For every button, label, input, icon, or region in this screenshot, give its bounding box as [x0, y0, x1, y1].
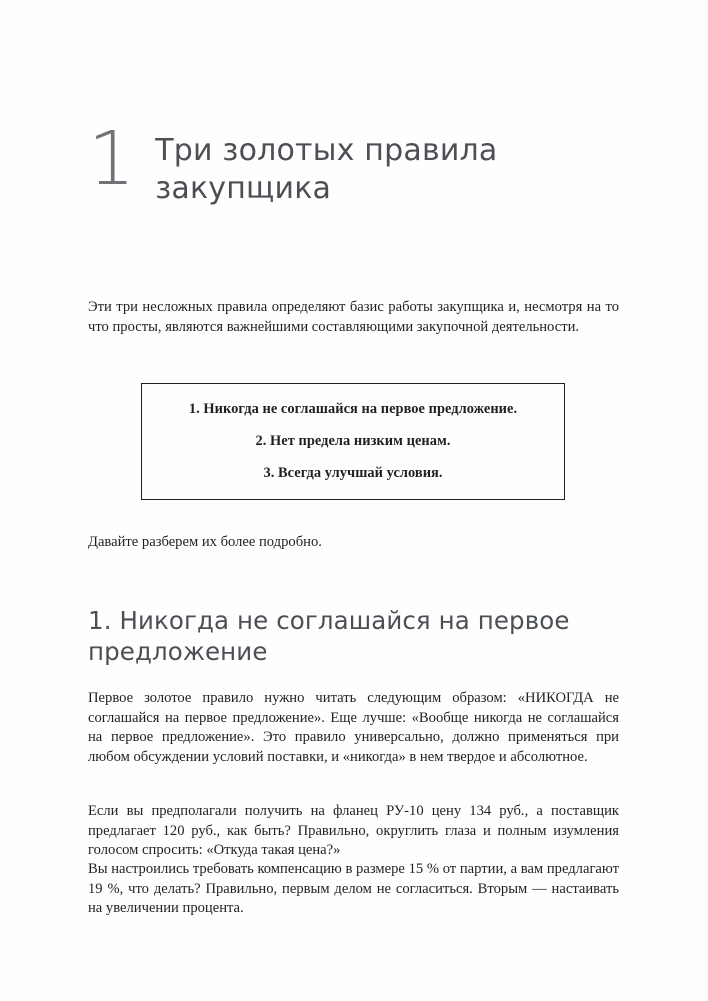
after-box-paragraph: Давайте разберем их более подробно.	[88, 534, 322, 550]
chapter-number: 1	[88, 116, 136, 202]
rule-item-1: 1. Никогда не соглашайся на первое предложение.	[188, 400, 518, 417]
body-paragraph-block-1	[88, 689, 619, 767]
rules-callout-box	[141, 383, 565, 500]
body-paragraph-3: Вы настроились требовать компенсацию в размере 15 % от партии, а вам предлагают 19 %, что делать? Правильно, первым делом не согласиться. Вторым — настаивать на увеличении процента.	[88, 861, 619, 917]
body-paragraph-2: Если вы предполагали получить на фланец РУ-10 цену 134 руб., а поставщик предлагает 120 руб., как быть? Правильно, округлить глаза и полным изумления голосом спросить: «Откуда такая цена?»	[88, 803, 619, 859]
body-paragraph-1: Первое золотое правило нужно читать следующим образом: «НИКОГДА не соглашайся на первое предложение». Еще лучше: «Вообще никогда не соглашайся на первое предложение». Это правило универсально, должно применяться при любом обсуждении условий поставки, и «никогда» в нем твердое и абсолютное.	[88, 690, 619, 765]
intro-paragraph-block	[88, 298, 619, 337]
chapter-heading	[88, 116, 588, 208]
intro-paragraph: Эти три несложных правила определяют базис работы закупщика и, несмотря на то что просты, являются важнейшими составляющими закупочной деятельности.	[88, 299, 619, 335]
body-paragraph-block-2	[88, 802, 619, 861]
rule-item-3: 3. Всегда улучшай условия.	[263, 464, 443, 481]
chapter-title: Три золотых правила закупщика	[155, 133, 498, 206]
rule-item-2: 2. Нет предела низким ценам.	[255, 432, 451, 449]
section-heading: 1. Никогда не соглашайся на первое предложение	[88, 606, 570, 666]
body-paragraph-block-3	[88, 860, 619, 919]
after-box-paragraph-block	[88, 533, 619, 553]
